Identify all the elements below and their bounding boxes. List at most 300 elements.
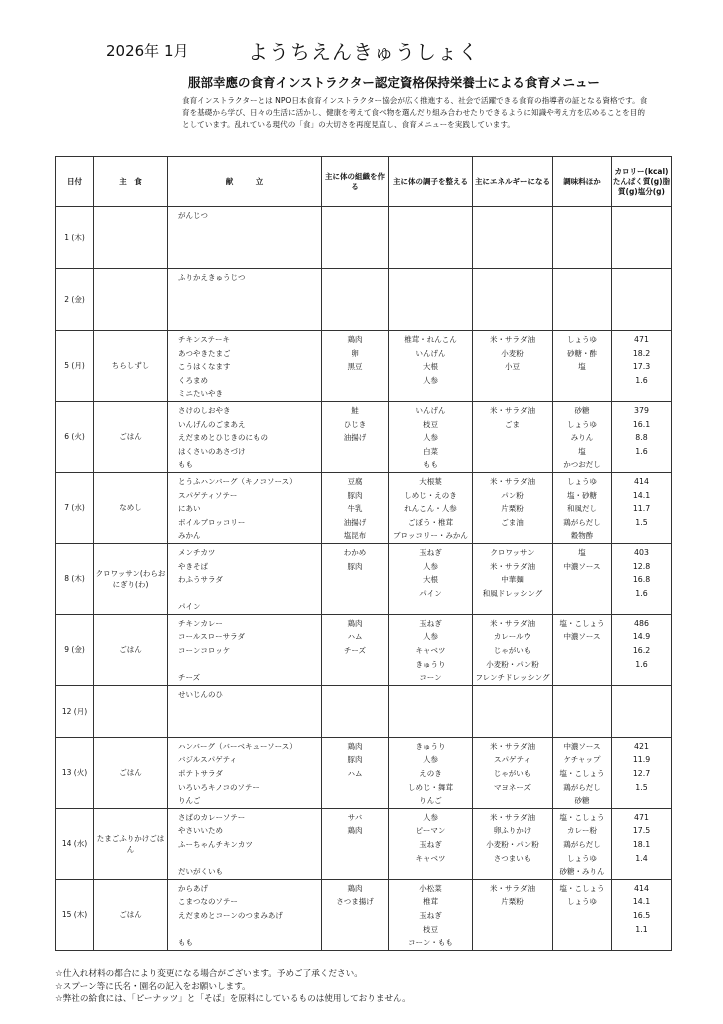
condition-food-cell-line: きゅうり <box>415 659 446 669</box>
condition-food-cell-line: しめじ・えのき <box>404 490 457 500</box>
seasoning-cell-line: 鶏がらだし <box>563 782 601 792</box>
staple-cell: なめし <box>94 472 168 543</box>
page-title: ようちえんきゅうしょく <box>248 40 479 64</box>
nutrition-cell <box>612 472 672 543</box>
header-cond: 主に体の調子を整える <box>389 157 473 207</box>
menu-cell-line: もも <box>178 460 193 470</box>
nutrition-cell-line: 16.1 <box>632 419 651 429</box>
menu-row <box>56 543 672 614</box>
header-nutri: カロリー(kcal)たんぱく質(g)脂質(g)塩分(g) <box>612 157 672 207</box>
header-season: 調味料ほか <box>553 157 612 207</box>
menu-cell-line: コールスローサラダ <box>178 632 246 642</box>
energy-food-cell-line: さつまいも <box>493 853 532 863</box>
seasoning-cell-line: 塩・砂糖 <box>567 490 597 500</box>
energy-food-cell-line: 小豆 <box>505 362 520 372</box>
body-food-cell-line: 鶏肉 <box>347 618 363 628</box>
seasoning-cell <box>553 207 612 269</box>
menu-row <box>56 472 672 543</box>
nutrition-cell-line: 18.1 <box>632 840 651 849</box>
condition-food-cell-line: 大根 <box>423 575 438 585</box>
menu-cell-line <box>178 658 321 672</box>
seasoning-cell <box>553 737 612 808</box>
nutrition-cell-line: 414 <box>634 883 649 893</box>
energy-food-cell-line: 米・サラダ油 <box>490 561 535 571</box>
footer-notes <box>55 968 411 1006</box>
nutrition-cell-line: 471 <box>634 812 649 822</box>
menu-cell-line: はくさいのあさづけ <box>178 446 246 456</box>
nutrition-cell <box>612 269 672 331</box>
body-food-cell <box>322 472 389 543</box>
nutrition-cell-line: 18.2 <box>632 348 651 358</box>
menu-cell <box>168 685 322 737</box>
condition-food-cell <box>389 331 473 402</box>
menu-cell-line: ハンバーグ（バーベキューソース） <box>178 741 297 751</box>
energy-food-cell-line: 小麦粉 <box>501 348 524 358</box>
menu-cell-line: からあげ <box>178 883 208 893</box>
body-food-cell-line: 塩昆布 <box>343 531 367 541</box>
condition-food-cell-line: パイン <box>419 588 442 598</box>
energy-food-cell-line: 米・サラダ油 <box>490 883 535 893</box>
nutrition-cell-line: 1.5 <box>635 517 648 527</box>
menu-cell-line: ふーちゃんチキンカツ <box>178 840 253 849</box>
staple-cell: ごはん <box>94 879 168 950</box>
seasoning-cell-line: 塩・こしょう <box>559 618 605 628</box>
body-food-cell-line: 豚肉 <box>347 755 363 765</box>
condition-food-cell-line: 玉ねぎ <box>419 910 442 920</box>
menu-cell-line: ミニたいやき <box>178 389 223 399</box>
month-label: 2026年 1月 <box>106 42 189 60</box>
menu-row <box>56 269 672 331</box>
body-food-cell-line: 油揚げ <box>343 517 367 527</box>
energy-food-cell-line: 米・サラダ油 <box>490 741 535 751</box>
header-date: 日付 <box>56 157 94 207</box>
menu-cell-line: ふりかえきゅうじつ <box>178 273 246 282</box>
nutrition-cell-line: 11.7 <box>632 504 651 514</box>
seasoning-cell-line: 塩・こしょう <box>559 769 605 779</box>
energy-food-cell <box>473 401 553 472</box>
body-food-cell-line: サバ <box>347 812 363 822</box>
body-food-cell <box>322 614 389 685</box>
condition-food-cell-line: りんご <box>419 796 442 806</box>
condition-food-cell-line: コーン <box>419 673 442 683</box>
seasoning-cell-line: 中濃ソース <box>563 561 601 571</box>
seasoning-cell <box>553 685 612 737</box>
menu-cell <box>168 472 322 543</box>
menu-row <box>56 401 672 472</box>
menu-cell-line: チキンカレー <box>178 618 223 628</box>
menu-cell-line: もも <box>178 938 193 948</box>
menu-cell-line: みかん <box>178 531 201 541</box>
condition-food-cell-line: 人参 <box>423 632 438 642</box>
energy-food-cell-line: カレールウ <box>493 632 532 642</box>
body-food-cell-line: 豚肉 <box>347 561 363 571</box>
staple-cell: たまごふりかけごはん <box>94 808 168 879</box>
condition-food-cell <box>389 207 473 269</box>
footer-note: ☆スプーン等に氏名・園名の記入をお願いします。 <box>55 981 251 992</box>
body-food-cell-line: チーズ <box>343 646 367 656</box>
body-food-cell-line: 鮭 <box>351 405 359 415</box>
menu-cell <box>168 808 322 879</box>
date-cell: 9 (金) <box>56 614 94 685</box>
seasoning-cell <box>553 472 612 543</box>
energy-food-cell-line: 米・サラダ油 <box>490 618 535 628</box>
seasoning-cell-line: カレー粉 <box>567 826 597 836</box>
condition-food-cell <box>389 737 473 808</box>
staple-cell <box>94 269 168 331</box>
seasoning-cell-line: 鶏がらだし <box>563 840 601 849</box>
condition-food-cell-line: 枝豆 <box>423 419 438 429</box>
seasoning-cell <box>553 614 612 685</box>
condition-food-cell-line: 人参 <box>423 433 438 443</box>
menu-cell <box>168 737 322 808</box>
seasoning-cell-line: 砂糖 <box>574 796 590 806</box>
seasoning-cell-line: しょうゆ <box>567 853 597 863</box>
body-food-cell <box>322 401 389 472</box>
menu-cell-line: にあい <box>178 504 201 514</box>
nutrition-cell-line: 14.1 <box>632 897 651 907</box>
subtitle: 服部幸應の食育インストラクター認定資格保持栄養士による食育メニュー <box>188 75 600 90</box>
nutrition-cell-line: 414 <box>634 476 649 486</box>
menu-cell-line: えだまめとひじきのにもの <box>178 433 268 443</box>
condition-food-cell-line: ごぼう・椎茸 <box>408 517 453 527</box>
condition-food-cell <box>389 543 473 614</box>
nutrition-cell-line: 16.5 <box>632 910 651 920</box>
staple-cell: ごはん <box>94 401 168 472</box>
body-food-cell-line: さつま揚げ <box>336 897 374 907</box>
seasoning-cell-line: かつおだし <box>563 460 601 470</box>
staple-cell: クロワッサン(わらおにぎり(わ) <box>94 543 168 614</box>
condition-food-cell-line: 人参 <box>423 812 438 822</box>
nutrition-cell-line: 1.4 <box>635 853 648 863</box>
seasoning-cell-line: しょうゆ <box>567 897 597 907</box>
menu-cell <box>168 331 322 402</box>
seasoning-cell-line: 砂糖・酢 <box>567 348 597 358</box>
body-food-cell-line: 牛乳 <box>347 504 363 514</box>
nutrition-cell-line: 1.6 <box>635 446 648 456</box>
menu-cell-line: こまつなのソテー <box>178 897 238 907</box>
seasoning-cell-line: みりん <box>570 433 594 443</box>
body-food-cell <box>322 685 389 737</box>
seasoning-cell-line: 砂糖・みりん <box>559 867 605 877</box>
nutrition-cell <box>612 685 672 737</box>
menu-cell-line: やきそば <box>178 561 208 571</box>
nutrition-cell-line: 486 <box>634 618 649 628</box>
condition-food-cell-line: 白菜 <box>423 446 438 456</box>
menu-cell-line: せいじんのひ <box>178 689 223 699</box>
seasoning-cell-line: 塩 <box>578 446 586 456</box>
menu-table <box>55 156 672 951</box>
condition-food-cell-line: 玉ねぎ <box>419 618 442 628</box>
energy-food-cell <box>473 737 553 808</box>
menu-row <box>56 614 672 685</box>
energy-food-cell-line: 米・サラダ油 <box>490 476 535 486</box>
menu-cell-line: とうふハンバーグ（キノコソース） <box>178 476 297 486</box>
menu-cell <box>168 879 322 950</box>
nutrition-cell-line: 1.1 <box>635 924 648 934</box>
nutrition-cell <box>612 737 672 808</box>
nutrition-cell-line: 8.8 <box>635 433 648 443</box>
energy-food-cell-line: ごま <box>505 419 520 429</box>
body-food-cell-line: 卵 <box>351 348 359 358</box>
nutrition-cell-line: 471 <box>634 335 649 344</box>
body-food-cell <box>322 543 389 614</box>
date-cell: 15 (木) <box>56 879 94 950</box>
footer-note: ☆仕入れ材料の都合により変更になる場合がございます。予めご了承ください。 <box>55 969 363 979</box>
energy-food-cell-line: 小麦粉・パン粉 <box>486 659 539 669</box>
date-cell: 8 (木) <box>56 543 94 614</box>
body-food-cell-line: 黒豆 <box>347 362 363 372</box>
energy-food-cell-line: 小麦粉・パン粉 <box>486 840 539 849</box>
seasoning-cell-line: 塩 <box>578 362 586 372</box>
seasoning-cell <box>553 808 612 879</box>
menu-cell-line: さばのカレーソテー <box>178 812 246 822</box>
energy-food-cell-line: マヨネーズ <box>493 782 532 792</box>
menu-cell-line <box>178 923 321 937</box>
body-food-cell <box>322 331 389 402</box>
nutrition-cell <box>612 879 672 950</box>
date-cell: 14 (水) <box>56 808 94 879</box>
menu-cell <box>168 401 322 472</box>
nutrition-cell-line: 16.8 <box>632 575 651 585</box>
body-food-cell <box>322 737 389 808</box>
energy-food-cell <box>473 543 553 614</box>
seasoning-cell-line: しょうゆ <box>567 476 597 486</box>
body-food-cell-line: 鶏肉 <box>347 883 363 893</box>
menu-cell <box>168 614 322 685</box>
seasoning-cell-line: 砂糖 <box>574 405 590 415</box>
menu-cell-line: こうはくなます <box>178 362 231 372</box>
body-food-cell-line: わかめ <box>343 547 367 557</box>
body-food-cell-line: ひじき <box>343 419 367 429</box>
date-cell: 1 (木) <box>56 207 94 269</box>
header-energy: 主にエネルギーになる <box>473 157 553 207</box>
body-food-cell-line: 鶏肉 <box>347 826 363 836</box>
footer-note: ☆弊社の給食には、「ピーナッツ」と「そば」を原料にしているものは使用しておりません。 <box>55 994 411 1005</box>
condition-food-cell-line: もも <box>423 460 438 470</box>
energy-food-cell-line: 片栗粉 <box>501 897 524 907</box>
seasoning-cell <box>553 879 612 950</box>
body-food-cell <box>322 269 389 331</box>
body-food-cell-line: 鶏肉 <box>347 741 363 751</box>
condition-food-cell <box>389 269 473 331</box>
date-cell: 7 (水) <box>56 472 94 543</box>
body-food-cell-line: ハム <box>347 632 363 642</box>
menu-cell-line: チーズ <box>178 673 201 683</box>
energy-food-cell-line: 和風ドレッシング <box>482 588 543 598</box>
condition-food-cell-line: 椎茸・れんこん <box>404 335 457 344</box>
energy-food-cell-line: 卵ふりかけ <box>493 826 532 836</box>
energy-food-cell <box>473 269 553 331</box>
energy-food-cell-line: 片栗粉 <box>501 504 524 514</box>
body-food-cell <box>322 808 389 879</box>
condition-food-cell <box>389 472 473 543</box>
nutrition-cell <box>612 207 672 269</box>
body-food-cell <box>322 207 389 269</box>
menu-cell-line: さけのしおやき <box>178 405 231 415</box>
body-food-cell-line: 豚肉 <box>347 490 363 500</box>
menu-cell <box>168 207 322 269</box>
energy-food-cell-line: じゃがいも <box>493 646 532 656</box>
condition-food-cell-line: しめじ・舞茸 <box>408 782 453 792</box>
condition-food-cell <box>389 808 473 879</box>
body-food-cell-line: 油揚げ <box>343 433 367 443</box>
nutrition-cell-line: 14.1 <box>632 490 651 500</box>
menu-rows <box>56 207 672 951</box>
menu-row <box>56 808 672 879</box>
condition-food-cell-line: コーン・もも <box>408 938 453 948</box>
condition-food-cell-line: 玉ねぎ <box>419 840 442 849</box>
nutrition-cell-line: 17.3 <box>632 362 651 372</box>
staple-cell <box>94 685 168 737</box>
menu-cell-line: スパゲティソテー <box>178 490 238 500</box>
date-cell: 2 (金) <box>56 269 94 331</box>
nutrition-cell-line: 1.5 <box>635 782 648 792</box>
condition-food-cell-line: ブロッコリー・みかん <box>393 531 468 541</box>
menu-cell-line: いろいろキノコのソテー <box>178 782 260 792</box>
condition-food-cell-line: 大根 <box>423 362 438 372</box>
seasoning-cell-line: しょうゆ <box>567 335 597 344</box>
body-food-cell-line: 豆腐 <box>347 476 363 486</box>
menu-cell-line: がんじつ <box>178 211 208 220</box>
nutrition-cell-line: 12.7 <box>632 769 651 779</box>
seasoning-cell-line: 鶏がらだし <box>563 517 601 527</box>
energy-food-cell <box>473 614 553 685</box>
menu-cell-line: ポテトサラダ <box>178 769 223 779</box>
energy-food-cell-line: 米・サラダ油 <box>490 335 535 344</box>
energy-food-cell-line: パン粉 <box>501 490 524 500</box>
nutrition-cell <box>612 543 672 614</box>
menu-cell <box>168 543 322 614</box>
body-food-cell <box>322 879 389 950</box>
energy-food-cell-line: 米・サラダ油 <box>490 812 535 822</box>
seasoning-cell-line: 塩・こしょう <box>559 883 605 893</box>
energy-food-cell <box>473 685 553 737</box>
date-cell: 13 (火) <box>56 737 94 808</box>
seasoning-cell-line: 和風だし <box>567 504 597 514</box>
condition-food-cell-line: 大根葉 <box>419 476 442 486</box>
nutrition-cell-line: 403 <box>634 547 649 557</box>
condition-food-cell-line: 枝豆 <box>423 924 438 934</box>
menu-row <box>56 207 672 269</box>
energy-food-cell-line: 米・サラダ油 <box>490 405 535 415</box>
date-cell: 6 (火) <box>56 401 94 472</box>
seasoning-cell-line: 穀物酢 <box>570 531 594 541</box>
menu-row <box>56 737 672 808</box>
seasoning-cell <box>553 269 612 331</box>
energy-food-cell-line: ごま油 <box>501 517 524 527</box>
condition-food-cell-line: 小松菜 <box>419 883 442 893</box>
menu-cell-line: チキンステーキ <box>178 335 231 344</box>
nutrition-cell-line: 14.9 <box>632 632 651 642</box>
seasoning-cell-line: 塩 <box>578 547 586 557</box>
nutrition-cell-line: 17.5 <box>632 826 651 836</box>
menu-cell-line: パイン <box>178 602 201 612</box>
nutrition-cell-line: 11.9 <box>632 755 651 765</box>
energy-food-cell <box>473 808 553 879</box>
nutrition-cell <box>612 808 672 879</box>
body-food-cell-line: 鶏肉 <box>347 335 363 344</box>
menu-row <box>56 879 672 950</box>
nutrition-cell-line: 1.6 <box>635 659 648 669</box>
nutrition-cell-line: 12.8 <box>632 561 651 571</box>
condition-food-cell-line: えのき <box>419 769 442 779</box>
energy-food-cell-line: フレンチドレッシング <box>475 673 550 683</box>
condition-food-cell <box>389 614 473 685</box>
nutrition-cell-line: 1.6 <box>635 375 648 385</box>
staple-cell <box>94 207 168 269</box>
condition-food-cell-line: きゅうり <box>415 741 446 751</box>
staple-cell: ちらしずし <box>94 331 168 402</box>
menu-cell-line: えだまめとコーンのつまみあげ <box>178 910 283 920</box>
energy-food-cell <box>473 879 553 950</box>
energy-food-cell-line: スパゲティ <box>494 755 531 765</box>
seasoning-cell-line: 中濃ソース <box>563 632 601 642</box>
energy-food-cell <box>473 207 553 269</box>
nutrition-cell-line: 421 <box>634 741 649 751</box>
nutrition-cell <box>612 614 672 685</box>
menu-cell-line: あつやきたまご <box>178 348 231 358</box>
menu-row <box>56 685 672 737</box>
header-menu: 献 立 <box>168 157 322 207</box>
menu-cell-line: バジルスパゲティ <box>178 755 237 765</box>
menu-cell-line: メンチカツ <box>178 547 216 557</box>
energy-food-cell <box>473 331 553 402</box>
energy-food-cell-line: 中華麺 <box>501 575 524 585</box>
staple-cell: ごはん <box>94 614 168 685</box>
menu-cell-line <box>178 587 321 601</box>
menu-cell-line: やさいいため <box>178 826 223 836</box>
menu-cell-line: だいがくいも <box>178 867 223 877</box>
menu-cell-line: コーンコロッケ <box>178 646 231 656</box>
intro-paragraph: 食育インストラクターとは NPO日本食育インストラクター協会が広く推進する、社会で活躍できる食育の指導者の証となる資格です。食育を基礎から学び、日々の生活に活かし、健康を考えて食べ物を選んだり組み合わせたりできるように知識や考え方を広めることを目的としています。乱れている現代の「食」の大切さを再度見直し、食育メニューを実践しています。 <box>182 96 648 129</box>
nutrition-cell <box>612 331 672 402</box>
seasoning-cell-line: ケチャップ <box>563 755 601 765</box>
menu-cell-line: わふうサラダ <box>178 575 223 585</box>
seasoning-cell <box>553 401 612 472</box>
menu-cell-line: ボイルブロッコリー <box>178 517 246 527</box>
seasoning-cell <box>553 331 612 402</box>
condition-food-cell-line: キャベツ <box>415 853 446 863</box>
energy-food-cell-line: じゃがいも <box>493 769 532 779</box>
seasoning-cell <box>553 543 612 614</box>
condition-food-cell-line: キャベツ <box>415 646 446 656</box>
condition-food-cell-line: ピーマン <box>415 826 446 836</box>
menu-cell-line: いんげんのごまあえ <box>178 419 246 429</box>
condition-food-cell-line: 人参 <box>423 755 438 765</box>
condition-food-cell-line: 玉ねぎ <box>419 547 442 557</box>
menu-row <box>56 331 672 402</box>
seasoning-cell-line: 塩・こしょう <box>559 812 605 822</box>
condition-food-cell-line: れんこん・人参 <box>404 504 457 514</box>
energy-food-cell <box>473 472 553 543</box>
condition-food-cell-line: 人参 <box>423 375 438 385</box>
seasoning-cell-line: 中濃ソース <box>563 741 601 751</box>
nutrition-cell-line: 16.2 <box>632 646 651 656</box>
condition-food-cell-line: いんげん <box>415 348 446 358</box>
condition-food-cell-line: 人参 <box>423 561 438 571</box>
condition-food-cell <box>389 685 473 737</box>
condition-food-cell-line: いんげん <box>415 405 446 415</box>
menu-cell <box>168 269 322 331</box>
menu-cell-line: りんご <box>178 796 201 806</box>
nutrition-cell <box>612 401 672 472</box>
body-food-cell-line: ハム <box>347 769 363 779</box>
date-cell: 12 (月) <box>56 685 94 737</box>
menu-cell-line <box>178 852 321 866</box>
header-row <box>56 157 672 207</box>
condition-food-cell <box>389 879 473 950</box>
condition-food-cell-line: 椎茸 <box>423 897 438 907</box>
